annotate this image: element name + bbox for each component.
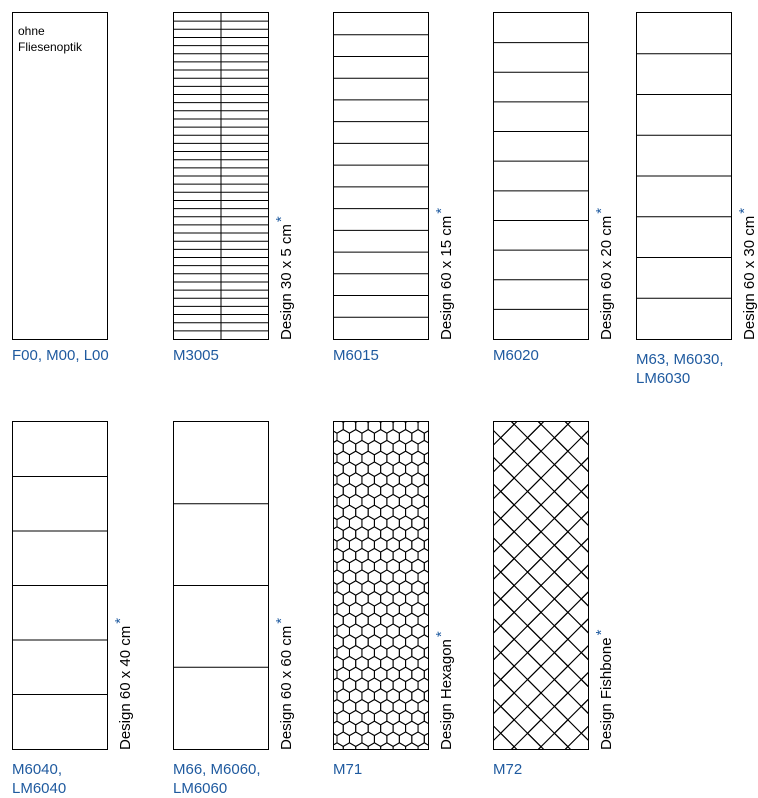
tile-design-text: Design Fishbone (598, 637, 615, 750)
tile-note-line: Fliesenoptik (18, 40, 83, 54)
asterisk-mark: * (433, 207, 450, 214)
tile-code-line: M71 (333, 761, 363, 778)
tile-code-line: LM6040 (12, 780, 67, 797)
tile-note (18, 23, 82, 55)
tile-preview-m3005 (173, 12, 269, 340)
asterisk-mark: * (593, 207, 610, 214)
tile-design-text: Design 60 x 60 cm (278, 625, 295, 750)
tile-code-label (333, 760, 362, 779)
tile-code-line: F00, M00, L00 (12, 347, 109, 364)
tile-pattern-rows (174, 13, 268, 339)
tile-pattern-fishbone (494, 422, 588, 749)
asterisk-mark: * (736, 207, 753, 214)
tile-preview-m71 (333, 421, 429, 750)
tile-preview-f00 (12, 12, 108, 340)
asterisk-mark: * (273, 617, 290, 624)
asterisk-mark: * (273, 216, 290, 223)
tile-code-label (12, 760, 66, 798)
tile-note-line: ohne (18, 24, 45, 38)
tile-preview-m72 (493, 421, 589, 750)
tile-design-label (433, 207, 455, 340)
tile-code-label (493, 760, 522, 779)
tile-preview-m6020 (493, 12, 589, 340)
asterisk-mark: * (433, 631, 450, 638)
tile-code-line: LM6030 (636, 370, 691, 387)
tile-code-line: M63, M6030, (636, 351, 724, 368)
tile-code-line: M3005 (173, 347, 219, 364)
tile-design-text: Design 60 x 40 cm (117, 625, 134, 750)
tile-code-line: M66, M6060, (173, 761, 261, 778)
tile-code-label (12, 346, 109, 365)
asterisk-mark: * (593, 629, 610, 636)
tile-preview-m6040 (12, 421, 108, 750)
asterisk-mark: * (112, 617, 129, 624)
tile-design-label (433, 631, 455, 750)
tile-design-label (273, 216, 295, 340)
tile-design-text: Design 60 x 15 cm (438, 215, 455, 340)
tile-preview-m63 (636, 12, 732, 340)
tile-pattern-none (13, 13, 107, 339)
tile-code-line: M6015 (333, 347, 379, 364)
tile-design-text: Design 60 x 30 cm (741, 215, 758, 340)
tile-design-text: Design 30 x 5 cm (278, 224, 295, 340)
tile-design-label (593, 629, 615, 750)
tile-preview-m6015 (333, 12, 429, 340)
tile-pattern-rows (174, 422, 268, 749)
tile-design-label (112, 617, 134, 750)
tile-design-text: Design Hexagon (438, 639, 455, 750)
tile-code-label (333, 346, 379, 365)
tile-code-label (173, 760, 261, 798)
tile-design-label (273, 617, 295, 750)
tile-design-text: Design 60 x 20 cm (598, 215, 615, 340)
tile-pattern-rows (334, 13, 428, 339)
tile-preview-m66 (173, 421, 269, 750)
tile-pattern-rows (13, 422, 107, 749)
tile-code-label (493, 346, 539, 365)
tile-code-label (636, 350, 724, 388)
tile-design-label (736, 207, 758, 340)
tile-pattern-rows (637, 13, 731, 339)
tile-pattern-rows (494, 13, 588, 339)
tile-code-label (173, 346, 219, 365)
tile-code-line: M6040, (12, 761, 63, 778)
tile-code-line: M6020 (493, 347, 539, 364)
tile-pattern-hexagon (334, 422, 428, 749)
tile-code-line: LM6060 (173, 780, 228, 797)
tile-code-line: M72 (493, 761, 523, 778)
tile-design-label (593, 207, 615, 340)
